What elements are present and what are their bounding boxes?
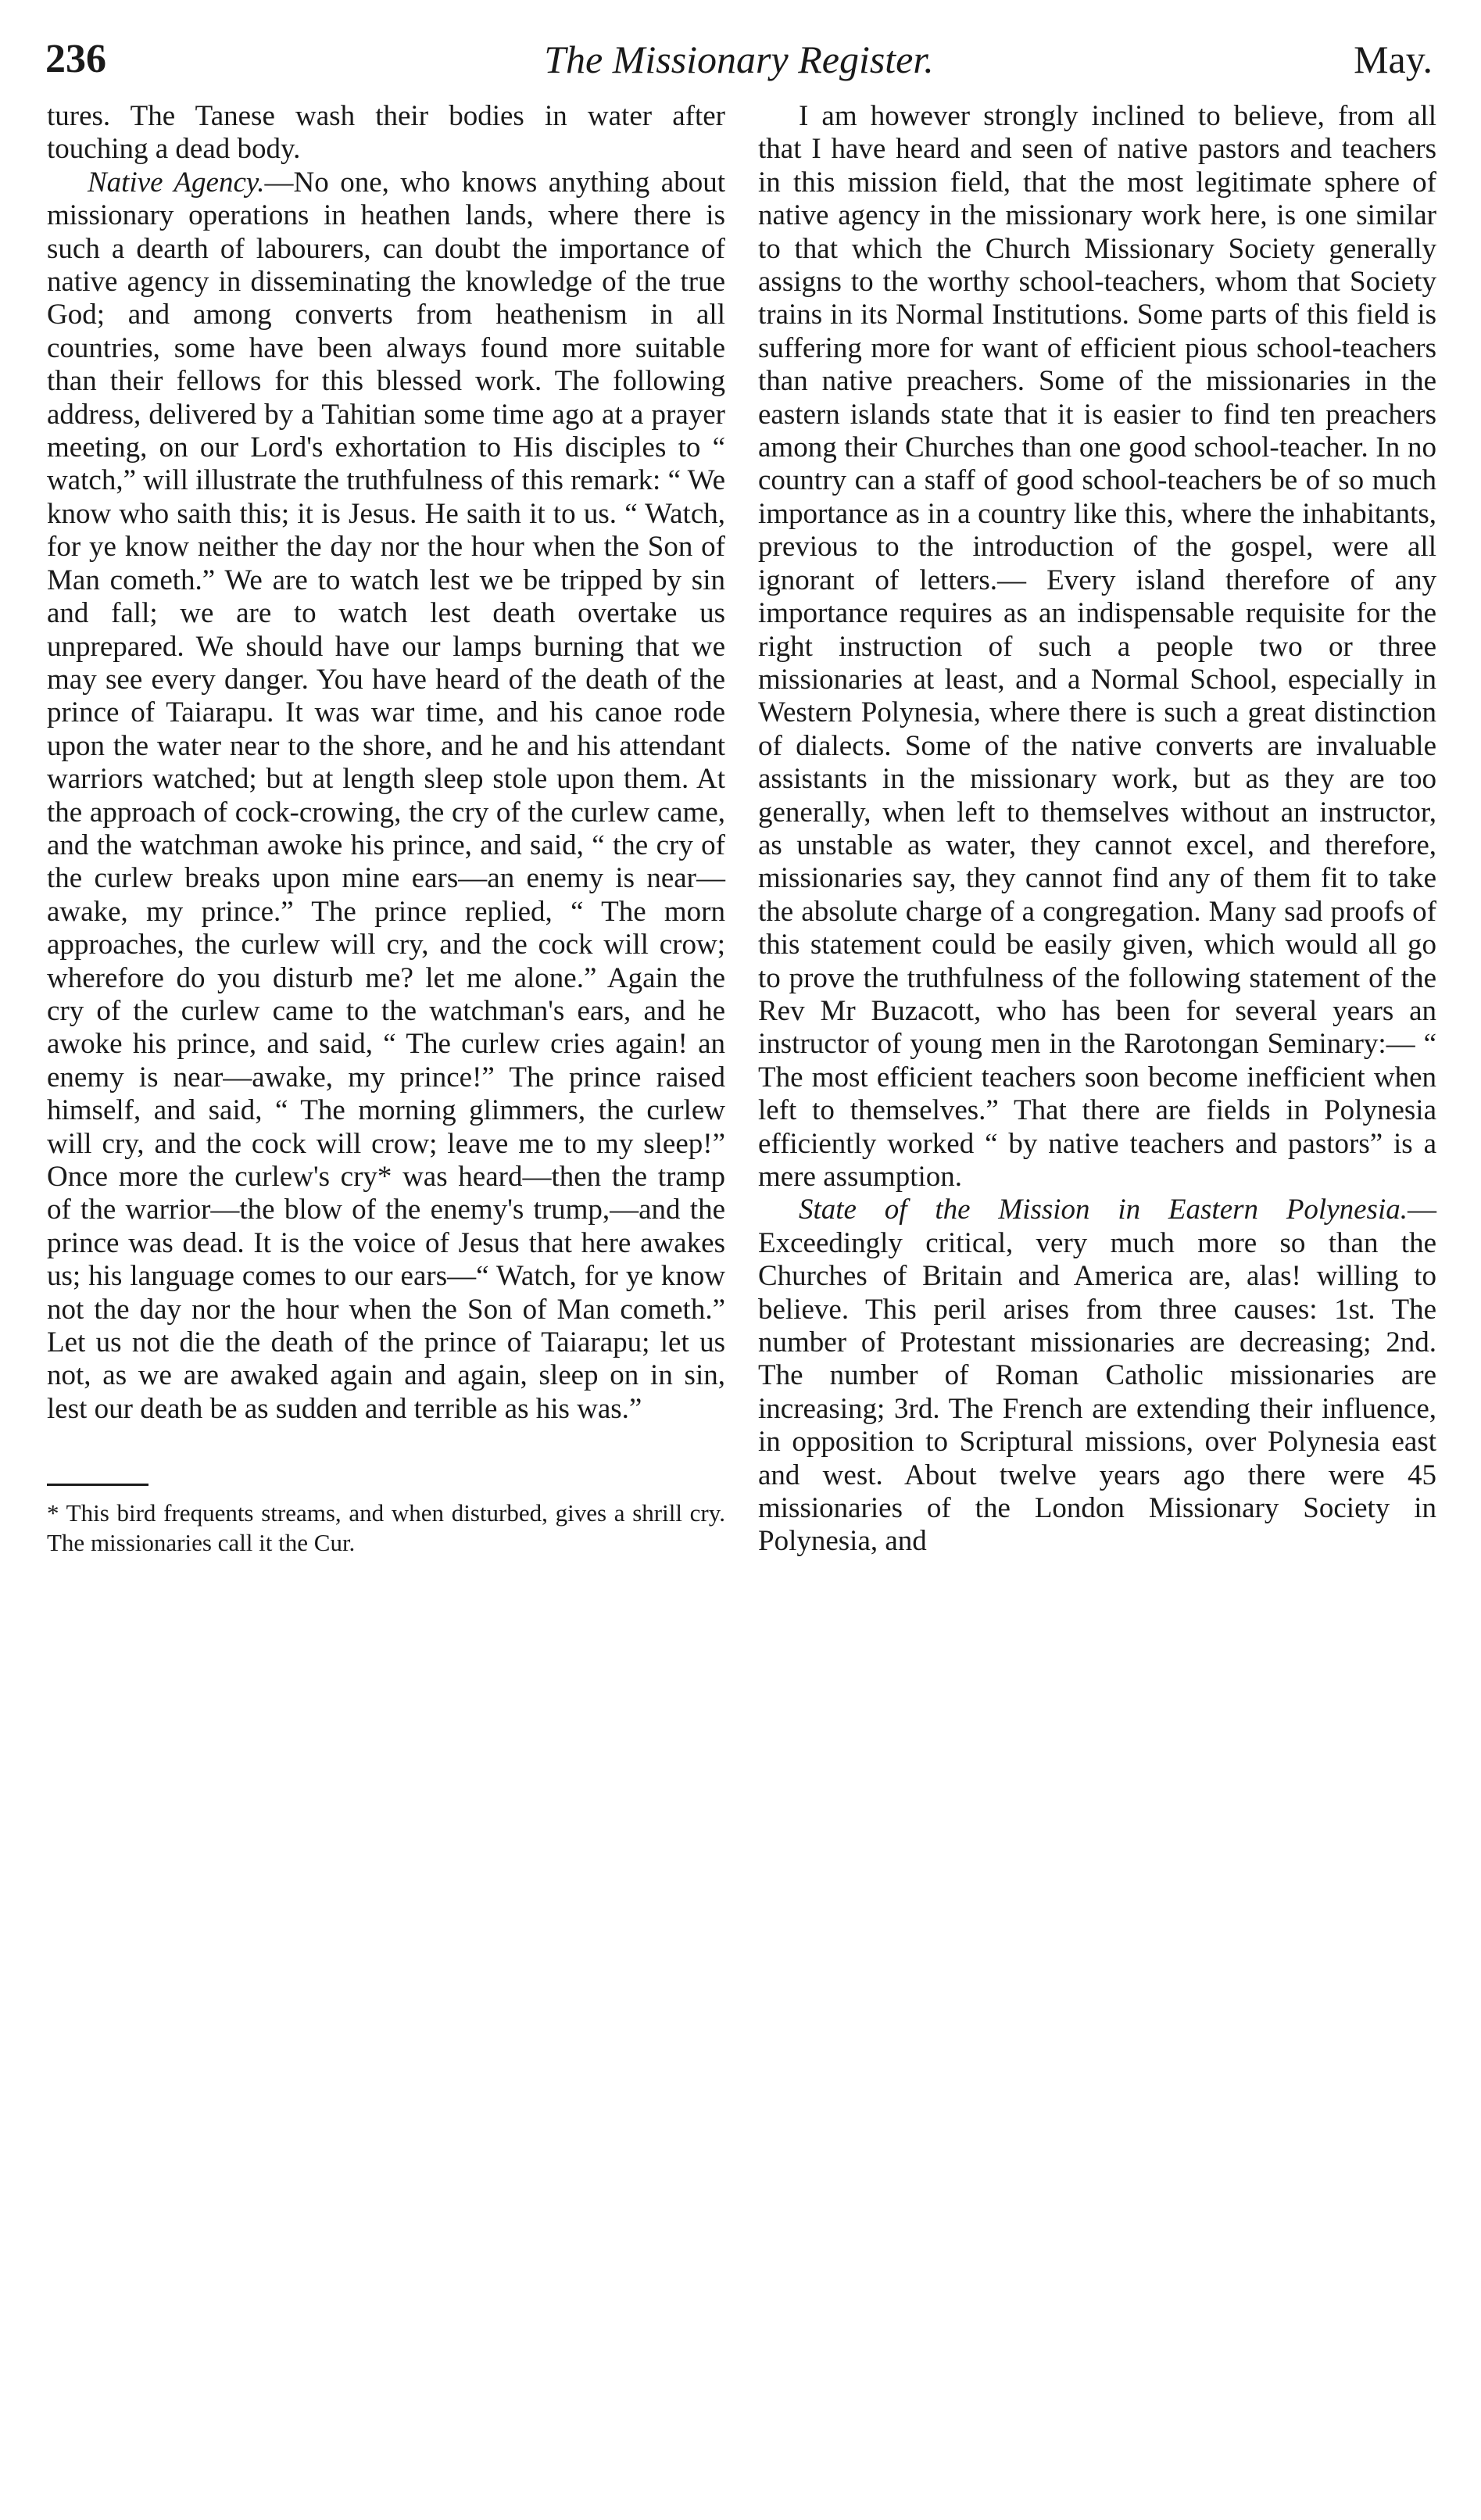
paragraph-school-teachers: I am however strongly inclined to believe, from all that I have heard and seen of native pastors and teachers in this mission field, that the most legitimate sphere of native agency in the missionary work here, is one similar to that which the Church Missionary Society generally assigns to the worthy school-teachers, whom that Society trains in its Normal Institutions. Some parts of this field is suffering more for want of efficient pious school-teachers than native preachers. Some of the missionaries in the eastern islands state that it is easier to find ten preachers among their Churches than one good school-teacher. In no country can a staff of good school-teachers be of so much importance as in a country like this, where the inhabitants, previous to the introduction of the gospel, were all ignorant of letters.— Every island therefore of any importance requires as an indispensable requisite for the right instruction of such a people two or three missionaries at least, and a Normal School, especially in Western Polynesia, where there is such a great distinction of dialects. Some of the native converts are invaluable assistants in the missionary work, but as they are too generally, when left to themselves without an instructor, as unstable as water, they cannot excel, and therefore, missionaries say, they cannot find any of them fit to take the absolute charge of a congregation. Many sad proofs of this statement could be easily given, which would all go to prove the truthfulness of the following statement of the Rev Mr Buzacott, who has been for several years an instructor of young men in the Rarotongan Seminary:— “ The most efficient teachers soon become inefficient when left to themselves.” That there are fields in Polynesia efficiently worked “ by native teachers and pastors” is a mere assumption. — [758, 100, 1436, 1193]
paragraph-tanese: tures. The Tanese wash their bodies in water after touching a dead body. — [47, 100, 725, 166]
journal-title: The Missionary Register. — [544, 38, 934, 81]
section-heading-state-of-mission: State of the Mission in Eastern Polynesia. — [799, 1194, 1408, 1226]
right-column — [758, 100, 1436, 1559]
left-column — [47, 100, 725, 1558]
section-heading-native-agency: Native Agency. — [88, 166, 265, 199]
state-of-mission-text: —Exceedingly critical, very much more so than the Churches of Britain and America are, alas! willing to believe. This peril arises from three causes: 1st. The number of Protestant missionaries are decreasing; 2nd. The number of Roman Catholic missionaries are increasing; 3rd. The French are extending their influence, in opposition to Scriptural missions, over Polynesia east and west. About twelve years ago there were 45 missionaries of the London Missionary Society in Polynesia, and — [758, 1194, 1436, 1558]
native-agency-text: —No one, who knows anything about missionary operations in heathen lands, where there is such a dearth of labourers, can doubt the importance of native agency in disseminating the knowledge of the true God; and among converts from heathenism in all countries, some have been always found more suitable than their fellows for this blessed work. The following address, delivered by a Tahitian some time ago at a prayer meeting, on our Lord's exhortation to His disciples to “ watch,” will illustrate the truthfulness of this remark: “ We know who saith this; it is Jesus. He saith it to us. “ Watch, for ye know neither the day nor the hour when the Son of Man cometh.” We are to watch lest we be tripped by sin and fall; we are to watch lest death overtake us unprepared. We should have our lamps burning that we may see every danger. You have heard of the death of the prince of Taiarapu. It was war time, and his canoe rode upon the water near to the shore, and he and his attendant warriors watched; but at length sleep stole upon them. At the approach of cock-crowing, the cry of the curlew came, and the watchman awoke his prince, and said, “ the cry of the curlew breaks upon mine ears—an enemy is near—awake, my prince.” The prince replied, “ The morn approaches, the curlew will cry, and the cock will crow; wherefore do you disturb me? let me alone.” Again the cry of the curlew came to the watchman's ears, and he awoke his prince, and said, “ The curlew cries again! an enemy is near—awake, my prince!” The prince raised himself, and said, “ The morning glimmers, the curlew will cry, and the cock will crow; leave me to my sleep!” Once more the curlew's cry* was heard—then the tramp of the warrior—the blow of the enemy's trump,—and the prince was dead. It is the voice of Jesus that here awakes us; his language comes to our ears—“ Watch, for ye know not the day nor the hour when the Son of Man cometh.” Let us not die the death of the prince of Taiarapu; let us not, as we are awaked again and again, sleep on in sin, lest our death be as sudden and terrible as his was.” — [47, 166, 725, 1425]
paragraph-native-agency — [47, 166, 725, 1426]
page-number: 236 — [45, 37, 106, 81]
paragraph-state-of-mission — [758, 1194, 1436, 1558]
footnote-rule — [47, 1484, 148, 1486]
running-month: May. — [1354, 38, 1433, 81]
running-head — [45, 28, 1433, 91]
footnote: * This bird frequents streams, and when disturbed, gives a shrill cry. The missionaries call it the Cur. — [47, 1499, 725, 1557]
